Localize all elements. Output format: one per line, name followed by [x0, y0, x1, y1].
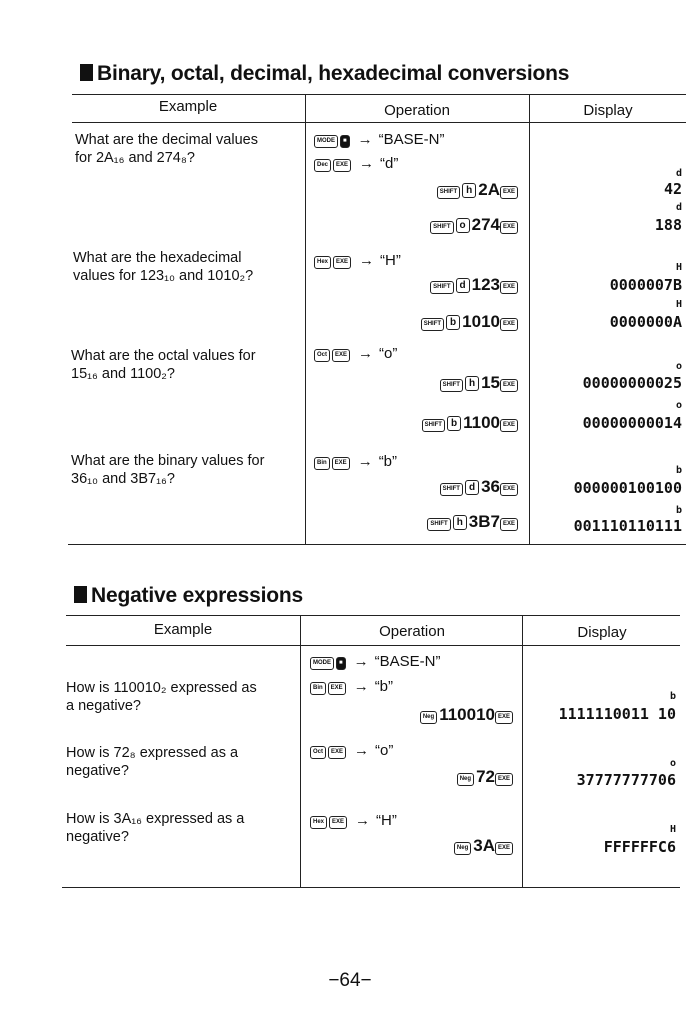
exe-key-icon: EXE: [500, 419, 518, 432]
display-mode-indicator: b: [675, 465, 682, 476]
example-question-line: How is 110010₂ expressed as: [66, 680, 257, 696]
bullet-square-icon: [80, 64, 93, 81]
operation-step: [314, 155, 398, 172]
exe-key-icon: EXE: [332, 457, 350, 470]
neg-key-icon: Neg: [457, 773, 474, 786]
display-mode-indicator: o: [675, 361, 682, 372]
display-value: 00000000014: [582, 414, 682, 432]
display-value: 188: [654, 216, 682, 234]
display-value: 37777777706: [576, 771, 676, 789]
zero-key-icon: ■: [336, 657, 346, 670]
exe-key-icon: EXE: [500, 483, 518, 496]
operation-step: [314, 252, 401, 269]
section-title-conversions: [80, 62, 569, 86]
operation-result: “H”: [380, 252, 401, 269]
key-sequence: [440, 373, 520, 393]
neg-key-icon: Neg: [454, 842, 471, 855]
key-sequence: [454, 836, 515, 856]
display-value: FFFFFFC6: [603, 838, 676, 856]
shift-key-icon: SHIFT: [421, 318, 444, 331]
shift-key-icon: SHIFT: [440, 483, 463, 496]
input-value: 72: [476, 767, 495, 786]
operation-result: “o”: [375, 742, 394, 759]
operation-step: [310, 653, 440, 670]
key-sequence: [421, 312, 520, 332]
input-value: 1010: [462, 312, 500, 331]
display-value: 0000000A: [609, 313, 682, 331]
input-value: 3A: [473, 836, 495, 855]
oct-key-icon: Oct: [314, 349, 330, 362]
table2-header-example: Example: [153, 621, 213, 638]
arrow-right-icon: →: [353, 653, 369, 670]
arrow-right-icon: →: [358, 345, 374, 362]
display-mode-indicator: o: [675, 400, 682, 411]
exe-key-icon: EXE: [329, 816, 347, 829]
example-question-line: How is 72₈ expressed as a: [66, 745, 239, 761]
input-value: 36: [481, 477, 500, 496]
example-question-line: values for 123₁₀ and 1010₂?: [73, 268, 254, 284]
mode-key-icon: MODE: [310, 657, 334, 670]
bin-key-icon: Bin: [310, 682, 326, 695]
table1-header-rule: [72, 122, 686, 123]
table2-header-operation: Operation: [379, 623, 445, 640]
dec-key-icon: Dec: [314, 159, 331, 172]
key-sequence: [420, 705, 515, 725]
table1-header-operation: Operation: [384, 102, 450, 119]
input-value: 123: [471, 275, 500, 294]
table2-divider-left: [300, 615, 301, 887]
input-value: 15: [481, 373, 500, 392]
operation-step: [314, 453, 397, 470]
input-value: 110010: [439, 705, 495, 724]
key-sequence: [457, 767, 515, 787]
b-key-icon: b: [447, 416, 461, 431]
operation-result: “BASE-N”: [378, 131, 445, 148]
table1-bottom-rule: [68, 544, 686, 545]
example-question-line: How is 3A₁₆ expressed as a: [66, 811, 245, 827]
example-question-line: 15₁₆ and 1100₂?: [71, 366, 175, 382]
key-sequence: [422, 413, 520, 433]
section-title-negative: [74, 584, 303, 608]
display-mode-indicator: H: [675, 262, 682, 273]
table1-header-example: Example: [158, 98, 218, 115]
arrow-right-icon: →: [353, 678, 369, 695]
key-sequence: [437, 180, 520, 200]
key-sequence: [430, 275, 520, 295]
example-question-line: What are the binary values for: [71, 453, 265, 469]
table1-top-rule: [72, 94, 686, 95]
operation-step: [314, 131, 444, 148]
exe-key-icon: EXE: [500, 318, 518, 331]
input-value: 2A: [478, 180, 500, 199]
table2-divider-right: [522, 615, 523, 887]
display-value: 1111110011 10: [558, 705, 676, 723]
operation-step: [310, 678, 393, 695]
operation-result: “d”: [380, 155, 399, 172]
exe-key-icon: EXE: [328, 746, 346, 759]
mode-key-icon: MODE: [314, 135, 338, 148]
display-mode-indicator: d: [675, 168, 682, 179]
table2-header-display: Display: [577, 624, 627, 641]
table1-header-display: Display: [583, 102, 633, 119]
operation-step: [314, 345, 397, 362]
display-value: 0000007B: [609, 276, 682, 294]
o-key-icon: o: [456, 218, 470, 233]
arrow-right-icon: →: [354, 742, 370, 759]
display-mode-indicator: d: [675, 202, 682, 213]
display-mode-indicator: H: [675, 299, 682, 310]
shift-key-icon: SHIFT: [427, 518, 450, 531]
example-question-line: negative?: [66, 829, 129, 845]
exe-key-icon: EXE: [332, 349, 350, 362]
operation-result: “H”: [376, 812, 397, 829]
arrow-right-icon: →: [359, 252, 375, 269]
bullet-square-icon: [74, 586, 87, 603]
bin-key-icon: Bin: [314, 457, 330, 470]
key-sequence: [430, 215, 520, 235]
exe-key-icon: EXE: [495, 842, 513, 855]
exe-key-icon: EXE: [500, 518, 518, 531]
operation-result: “o”: [379, 345, 398, 362]
table2-top-rule: [66, 615, 680, 616]
operation-result: “b”: [378, 453, 398, 470]
oct-key-icon: Oct: [310, 746, 326, 759]
display-mode-indicator: b: [669, 691, 676, 702]
arrow-right-icon: →: [355, 812, 371, 829]
page-number: −64−: [328, 970, 372, 991]
example-question-line: a negative?: [66, 698, 141, 714]
exe-key-icon: EXE: [328, 682, 346, 695]
b-key-icon: b: [446, 315, 460, 330]
operation-step: [310, 742, 393, 759]
neg-key-icon: Neg: [420, 711, 437, 724]
display-value: 00000000025: [582, 374, 682, 392]
arrow-right-icon: →: [357, 131, 373, 148]
h-key-icon: h: [465, 376, 479, 391]
table2-bottom-rule: [62, 887, 680, 888]
shift-key-icon: SHIFT: [430, 221, 453, 234]
example-question-line: 36₁₀ and 3B7₁₆?: [71, 471, 175, 487]
shift-key-icon: SHIFT: [430, 281, 453, 294]
display-mode-indicator: H: [669, 824, 676, 835]
operation-step: [310, 812, 397, 829]
zero-key-icon: ■: [340, 135, 350, 148]
input-value: 274: [471, 215, 500, 234]
exe-key-icon: EXE: [500, 281, 518, 294]
operation-result: “BASE-N”: [374, 653, 441, 670]
exe-key-icon: EXE: [500, 186, 518, 199]
exe-key-icon: EXE: [500, 379, 518, 392]
d-key-icon: d: [465, 480, 479, 495]
example-question-line: What are the decimal values: [75, 132, 258, 148]
input-value: 1100: [463, 413, 500, 432]
hex-key-icon: Hex: [310, 816, 327, 829]
example-question-line: What are the hexadecimal: [73, 250, 242, 266]
table1-divider-right: [529, 94, 530, 544]
example-question-line: for 2A₁₆ and 274₈?: [75, 150, 195, 166]
exe-key-icon: EXE: [333, 159, 351, 172]
table1-divider-left: [305, 94, 306, 544]
key-sequence: [427, 512, 520, 532]
h-key-icon: h: [453, 515, 467, 530]
display-mode-indicator: o: [669, 758, 676, 769]
exe-key-icon: EXE: [333, 256, 351, 269]
section-title-text: Binary, octal, decimal, hexadecimal conversions: [97, 62, 570, 85]
d-key-icon: d: [456, 278, 470, 293]
operation-result: “b”: [374, 678, 394, 695]
example-question-line: negative?: [66, 763, 129, 779]
h-key-icon: h: [462, 183, 476, 198]
hex-key-icon: Hex: [314, 256, 331, 269]
key-sequence: [440, 477, 520, 497]
arrow-right-icon: →: [357, 453, 373, 470]
section-title-text: Negative expressions: [91, 584, 303, 607]
exe-key-icon: EXE: [495, 711, 513, 724]
exe-key-icon: EXE: [495, 773, 513, 786]
display-mode-indicator: b: [675, 505, 682, 516]
arrow-right-icon: →: [359, 155, 375, 172]
table2-header-rule: [66, 645, 680, 646]
shift-key-icon: SHIFT: [440, 379, 463, 392]
example-question-line: What are the octal values for: [71, 348, 256, 364]
shift-key-icon: SHIFT: [437, 186, 460, 199]
input-value: 3B7: [468, 512, 500, 531]
shift-key-icon: SHIFT: [422, 419, 445, 432]
display-value: 001110110111: [573, 517, 682, 535]
exe-key-icon: EXE: [500, 221, 518, 234]
display-value: 42: [663, 180, 682, 198]
display-value: 000000100100: [573, 479, 682, 497]
